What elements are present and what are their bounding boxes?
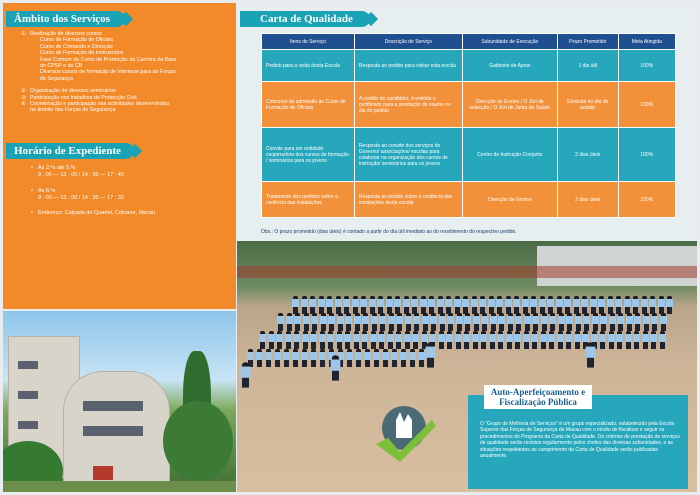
cadet-figure (318, 296, 325, 314)
cadet-figure (439, 313, 446, 331)
cadet-figure (496, 296, 503, 314)
cadet-figure (524, 313, 531, 331)
cadet-figure (531, 331, 538, 349)
cadet-figure (523, 331, 530, 349)
cadet-figure (454, 296, 461, 314)
cadet-figure (328, 313, 335, 331)
cadet-figure (530, 296, 537, 314)
cadet-figure (283, 349, 290, 367)
horario-label: • Às 2.ªs até 5.ªs (38, 165, 76, 171)
cadet-figure (515, 313, 522, 331)
table-cell: 100% (618, 128, 675, 182)
cadet-figure (513, 296, 520, 314)
table-cell: 100% (618, 82, 675, 128)
cadet-figure (616, 331, 623, 349)
item-number: ④ (21, 101, 26, 107)
horario-label: • Endereço: Calçada do Quartel, Coloane, Macau (38, 210, 156, 216)
cadet-figure (292, 296, 299, 314)
cadet-figure (581, 296, 588, 314)
cadet-figure (301, 349, 308, 367)
cadet-figure (566, 313, 573, 331)
cadet-figure (617, 313, 624, 331)
cadet-figure (489, 331, 496, 349)
table-cell: Resposta ao convite dos serviços do Governo/ associações/ escolas para colaborar na organização dos cursos de instrução/ seminários para os jovens (354, 128, 462, 182)
cadet-figure (575, 313, 582, 331)
cadet-figure (428, 296, 435, 314)
building-photo (3, 311, 236, 492)
cadet-figure (498, 313, 505, 331)
auto-box (468, 387, 688, 489)
cadet-figure (615, 296, 622, 314)
table-row (262, 50, 676, 82)
ambito-line: Participação nos trabalhos de Protecção Civil (30, 94, 137, 101)
cadet-figure (411, 296, 418, 314)
quality-logo (370, 398, 440, 466)
cadet-figure (446, 331, 453, 349)
cadet-figure (378, 331, 385, 349)
table-cell: A pedido do candidato, é emitido o certificado para a prestação do exame no dia do pedido (354, 82, 462, 128)
cadet-figure (319, 349, 326, 367)
table-cell: 100% (618, 50, 675, 82)
table-cell: Centro de Instrução Conjunto (462, 128, 557, 182)
cadet-figure (294, 313, 301, 331)
table-note: Obs.: O prazo prometido (dias úteis) é contado a partir do dia útil imediato ao do recebimento do respectivo pedido. (261, 229, 517, 235)
cadet-figure (609, 313, 616, 331)
cadet-figure (565, 331, 572, 349)
cadet-figure (642, 331, 649, 349)
cadet-figure (480, 331, 487, 349)
cadet-figure (462, 296, 469, 314)
ambito-line: Organização de diversos seminários (30, 88, 116, 95)
cadet-figure (394, 296, 401, 314)
cadet-figure (311, 313, 318, 331)
cadet-figure (659, 331, 666, 349)
cadet-figure (590, 296, 597, 314)
table-cell: 1 dia útil (557, 50, 618, 82)
cadet-figure (371, 313, 378, 331)
cadet-figure (360, 296, 367, 314)
cadet-figure (592, 313, 599, 331)
table-cell: Tratamento dos pedidos sobre a cedência das instalações (262, 182, 355, 218)
ambito-line: Curso de Comando e Direcção (40, 43, 113, 50)
ambito-line: Realização de diversos cursos (30, 31, 102, 37)
cadet-figure (310, 349, 317, 367)
cadet-figure (539, 296, 546, 314)
cadet-figure (456, 313, 463, 331)
ambito-line: Fase Comum do Curso de Promoção da Carreira da Base (40, 56, 177, 63)
cadet-figure (336, 331, 343, 349)
cadet-figure (354, 313, 361, 331)
cadet-figure (649, 296, 656, 314)
table-header: Prazo Prometido (557, 34, 618, 50)
cadet-figure (540, 331, 547, 349)
horario-label: • As 6.ªs (38, 188, 56, 194)
horario-time: 9 : 00 — 13 : 00 / 14 : 30 — 17 : 45 (38, 172, 124, 178)
cadet-figure (391, 349, 398, 367)
cadet-figure (549, 313, 556, 331)
cadet-figure (345, 313, 352, 331)
cadet-figure (259, 331, 266, 349)
cadet-figure (346, 349, 353, 367)
item-number: ① (21, 31, 26, 37)
table-cell: Emissão no dia do pedido (557, 82, 618, 128)
cadet-figure (302, 331, 309, 349)
table-row (262, 182, 676, 218)
cadet-figure (386, 296, 393, 314)
cadet-figure (490, 313, 497, 331)
quality-table (261, 33, 676, 218)
officer-figure (241, 362, 251, 387)
cadet-figure (379, 313, 386, 331)
cadet-figure (574, 331, 581, 349)
cadet-figure (548, 331, 555, 349)
cadet-figure (343, 296, 350, 314)
cadet-figure (422, 313, 429, 331)
cadet-figure (395, 331, 402, 349)
cadet-figure (310, 331, 317, 349)
cadet-figure (437, 296, 444, 314)
cadet-figure (445, 296, 452, 314)
cadet-figure (463, 331, 470, 349)
ambito-item (21, 101, 170, 114)
table-cell: Direcção de Ensino (462, 182, 557, 218)
cadet-figure (472, 331, 479, 349)
cadet-figure (418, 349, 425, 367)
table-cell: Pedido para a visita desta Escola (262, 50, 355, 82)
table-row (262, 128, 676, 182)
cadet-figure (404, 331, 411, 349)
cadet-figure (388, 313, 395, 331)
cadet-figure (337, 313, 344, 331)
cadet-figure (274, 349, 281, 367)
cadet-figure (344, 331, 351, 349)
officer-figure (426, 342, 436, 367)
cadet-figure (353, 331, 360, 349)
table-header: Subunidade de Execução (462, 34, 557, 50)
cadet-figure (608, 331, 615, 349)
cadet-figure (320, 313, 327, 331)
cadet-figure (430, 313, 437, 331)
item-number: ③ (21, 94, 26, 101)
cadet-figure (473, 313, 480, 331)
cadet-figure (666, 296, 673, 314)
cadet-figure (632, 296, 639, 314)
ambito-item (30, 37, 177, 82)
table-cell: 2 dias úteis (557, 182, 618, 218)
table-header: Itens de Serviço (262, 34, 355, 50)
table-cell: Convite para ser entidade cooperadora dos cursos de formação / seminários para os jovens (262, 128, 355, 182)
cadet-figure (285, 331, 292, 349)
auto-title: Auto-Aperfeiçoamento e Fiscalização Pública (484, 385, 592, 409)
cadet-figure (303, 313, 310, 331)
cadet-figure (625, 331, 632, 349)
horario-title: Horário de Expediente (6, 143, 134, 159)
table-cell: Concurso de admissão ao Curso de Formação de Oficiais (262, 82, 355, 128)
cadet-figure (651, 313, 658, 331)
table-header: Meta Atingida (618, 34, 675, 50)
cadet-figure (634, 313, 641, 331)
cadet-figure (438, 331, 445, 349)
cadet-figure (507, 313, 514, 331)
cadet-figure (598, 296, 605, 314)
table-row (262, 82, 676, 128)
table-cell: Resposta ao pedido sobre a cedência das instalações desta escola (354, 182, 462, 218)
cadet-figure (309, 296, 316, 314)
horario-time: 9 : 00 — 13 : 00 / 14 : 30 — 17 : 30 (38, 195, 124, 201)
cadet-figure (382, 349, 389, 367)
cadet-figure (413, 313, 420, 331)
cadet-figure (557, 331, 564, 349)
cadet-figure (420, 296, 427, 314)
cadet-figure (514, 331, 521, 349)
cadet-figure (564, 296, 571, 314)
cadet-figure (387, 331, 394, 349)
cadet-figure (506, 331, 513, 349)
cadet-figure (558, 313, 565, 331)
ambito-line: do CPSP e do CB (40, 63, 83, 70)
cadet-figure (319, 331, 326, 349)
ambito-line: Curso de Formação de Instruendos (40, 50, 124, 57)
cadet-figure (326, 296, 333, 314)
horario-item (38, 188, 124, 202)
cadet-figure (335, 296, 342, 314)
table-cell: 2 dias úteis (557, 128, 618, 182)
item-number: ② (21, 88, 26, 95)
cadet-figure (600, 313, 607, 331)
ambito-line: Diversos cursos de formação de interesse para as Forças (40, 69, 176, 76)
cadet-figure (481, 313, 488, 331)
cadet-figure (522, 296, 529, 314)
cadet-figure (532, 313, 539, 331)
cadet-figure (373, 349, 380, 367)
cadet-figure (400, 349, 407, 367)
cadet-figure (488, 296, 495, 314)
cadet-figure (455, 331, 462, 349)
cadet-figure (364, 349, 371, 367)
cadet-figure (633, 331, 640, 349)
cadet-figure (292, 349, 299, 367)
table-cell: Direcção de Ensino / O Júri de selecção / O Júri de Junta de Saúde (462, 82, 557, 128)
cadet-figure (293, 331, 300, 349)
cadet-figure (361, 331, 368, 349)
ambito-line: no âmbito das Forças de Segurança (30, 107, 116, 114)
cadet-figure (327, 331, 334, 349)
auto-text: O "Grupo de Melhoria de Serviços" é um grupo especializado, estabelecido pela Escola Superior das Forças de Segurança de Macau com o intuito de fiscalizar e seguir os procedimentos do Programa da Carta de Qualidade. Os critérios de prestação de serviços de qualidade serão revistos regularmente pelos chefes das diversas subunidades, e as situações respeitantes ao cumprimento da Carta de Qualidade serão publicadas anualmente. (480, 421, 680, 460)
cadet-figure (658, 296, 665, 314)
cadet-figure (624, 296, 631, 314)
cadet-figure (369, 296, 376, 314)
cadet-figure (660, 313, 667, 331)
cadet-figure (541, 313, 548, 331)
cadet-figure (547, 296, 554, 314)
cadet-figure (355, 349, 362, 367)
cadet-figure (607, 296, 614, 314)
cadet-figure (370, 331, 377, 349)
cadet-figure (362, 313, 369, 331)
cadet-figure (626, 313, 633, 331)
ambito-line: Coordenação e participação nas actividades desenvolvidas (30, 101, 170, 107)
cadet-figure (409, 349, 416, 367)
cadet-figure (412, 331, 419, 349)
officer-figure (586, 342, 596, 367)
cadet-figure (403, 296, 410, 314)
cadet-figure (573, 296, 580, 314)
cadet-figure (505, 296, 512, 314)
cadet-figure (471, 296, 478, 314)
ambito-line: de Segurança (40, 75, 73, 82)
table-cell: 100% (618, 182, 675, 218)
cadet-figure (396, 313, 403, 331)
cadet-figure (497, 331, 504, 349)
cadet-figure (256, 349, 263, 367)
officer-figure (331, 355, 341, 380)
horario-item (38, 210, 155, 217)
cadet-figure (377, 296, 384, 314)
table-cell: Resposta ao pedido para visitar esta escola (354, 50, 462, 82)
cadet-figure (268, 331, 275, 349)
cadet-figure (277, 313, 284, 331)
table-header: Descrição de Serviço (354, 34, 462, 50)
cadet-figure (301, 296, 308, 314)
carta-title: Carta de Qualidade (240, 11, 370, 27)
cadet-figure (447, 313, 454, 331)
ambito-line: Curso de Formação de Oficiais (40, 37, 114, 44)
cadet-figure (643, 313, 650, 331)
cadet-figure (276, 331, 283, 349)
cadet-figure (479, 296, 486, 314)
cadet-figure (583, 313, 590, 331)
cadet-figure (650, 331, 657, 349)
horario-item (38, 165, 124, 179)
cadet-figure (286, 313, 293, 331)
cadet-figure (556, 296, 563, 314)
cadet-figure (641, 296, 648, 314)
cadet-figure (464, 313, 471, 331)
cadet-figure (405, 313, 412, 331)
cadet-figure (352, 296, 359, 314)
table-cell: Gabinete de Apoio (462, 50, 557, 82)
cadet-figure (265, 349, 272, 367)
ambito-title: Âmbito dos Serviços (6, 11, 125, 27)
cadet-figure (599, 331, 606, 349)
